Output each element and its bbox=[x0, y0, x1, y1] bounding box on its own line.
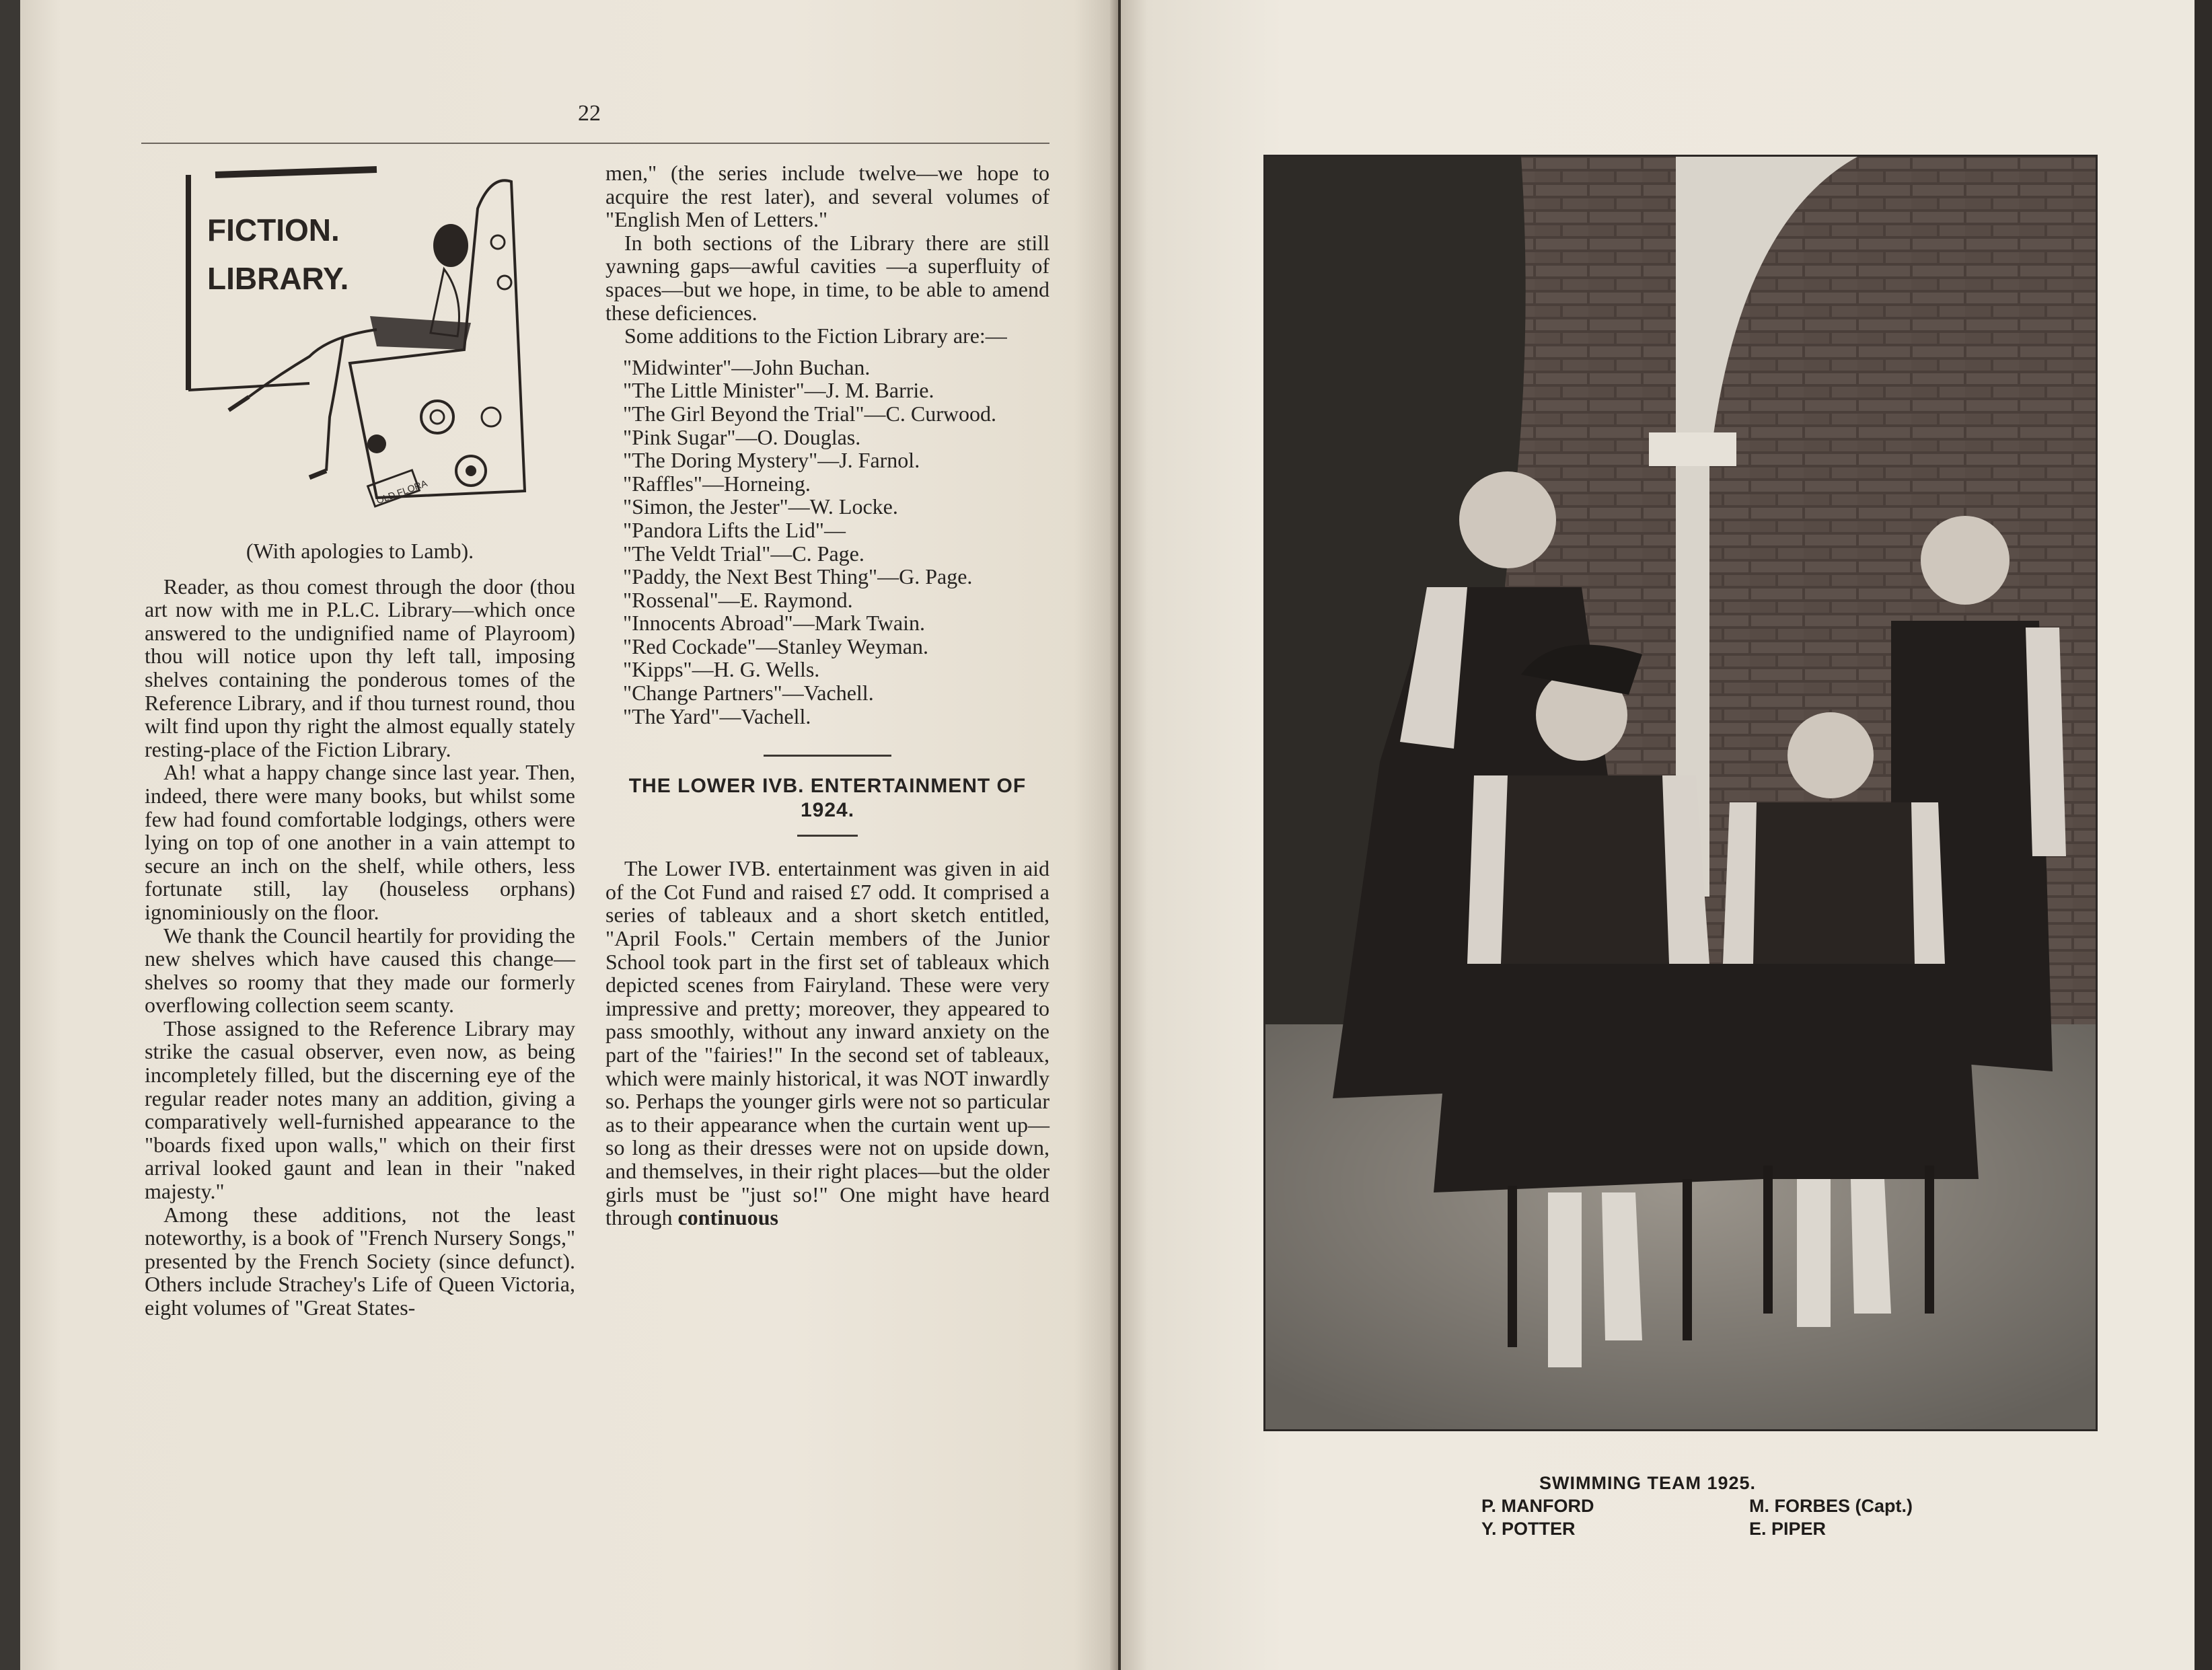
swimmer-name: Y. POTTER bbox=[1481, 1519, 1576, 1539]
paragraph: Ah! what a happy change since last year. Then, indeed, there were many books, but whilst some few had found comfortable lodgings, others were lying on top of one another in a vain attempt to secure an inch on the shelf, while others, less fortunate still, lay (houseless orphans) ignominiously on the floor. bbox=[145, 760, 575, 924]
book-list bbox=[605, 356, 1049, 728]
section-body-tail: continuous bbox=[677, 1205, 778, 1230]
paragraph: men," (the series include twelve—we hope to acquire the rest later), and several volumes of "English Men of Letters." bbox=[605, 161, 1049, 232]
paragraph: Those assigned to the Reference Library may strike the casual observer, even now, as being incompletely filled, but the discerning eye of the regular reader notes many an addition, giving a comparatively well-furnished appearance to the "boards fixed upon walls," which on their first arrival looked gaunt and lean in their "naked majesty." bbox=[145, 1016, 575, 1204]
section-body: The Lower IVB. entertainment was given in aid of the Cot Fund and raised £7 odd. It comprised a series of tableaux and a short sketch entitled, "April Fools." Certain members of the Junior School took part in the first set of tableaux which depicted scenes from Fairyland. These were very impressive and pretty; moreover, they appeared to pass smoothly, without any inward anxiety on the part of the "fairies!" In the second set of tableaux, which were mainly historical, it was NOT inwardly so. Perhaps the younger girls were not so particular as to their appearance when the curtain went up—so long as their dresses were not on upside down, and themselves, in their right places—but the older girls must be "just so!" One might have heard through bbox=[605, 856, 1049, 1230]
list-item: "Kipps"—H. G. Wells. bbox=[623, 657, 820, 682]
list-item: "Simon, the Jester"—W. Locke. bbox=[623, 494, 898, 519]
paragraph bbox=[605, 857, 1049, 1229]
page-number: 22 bbox=[578, 101, 601, 126]
list-item: "Change Partners"—Vachell. bbox=[623, 681, 874, 706]
list-item: "The Doring Mystery"—J. Farnol. bbox=[623, 448, 920, 473]
section-heading: THE LOWER IVB. ENTERTAINMENT OF 1924. bbox=[628, 775, 1027, 822]
right-column bbox=[605, 161, 1049, 1229]
paragraph: Some additions to the Fiction Library are:— bbox=[624, 324, 1007, 348]
list-item: "Raffles"—Horneing. bbox=[623, 471, 811, 496]
section-divider bbox=[764, 755, 891, 757]
illustration-caption: (With apologies to Lamb). bbox=[246, 539, 474, 563]
header-rule bbox=[141, 143, 1049, 144]
list-item: "Pink Sugar"—O. Douglas. bbox=[623, 424, 861, 449]
caption-row bbox=[1473, 1517, 1985, 1540]
list-item: "The Little Minister"—J. M. Barrie. bbox=[623, 378, 934, 403]
caption-title: SWIMMING TEAM 1925. bbox=[1539, 1473, 1757, 1493]
list-item: "Midwinter"—John Buchan. bbox=[623, 354, 871, 379]
list-item: "Paddy, the Next Best Thing"—G. Page. bbox=[623, 564, 973, 589]
fiction-library-illustration bbox=[175, 161, 552, 525]
left-column bbox=[145, 161, 575, 1320]
list-item: "The Yard"—Vachell. bbox=[623, 704, 811, 728]
paragraph: In both sections of the Library there are still yawning gaps—awful cavities —a superfluity of spaces—but we hope, in time, to be able to amend these deficiences. bbox=[605, 230, 1049, 325]
caption-row bbox=[1473, 1494, 1985, 1517]
list-item: "Innocents Abroad"—Mark Twain. bbox=[623, 611, 925, 636]
list-item: "Rossenal"—E. Raymond. bbox=[623, 587, 853, 612]
swimmer-name: E. PIPER bbox=[1749, 1519, 1827, 1539]
team-photograph bbox=[1263, 155, 2098, 1431]
illustration-heading-2: LIBRARY. bbox=[207, 261, 349, 296]
book-label: OLD FLORA bbox=[375, 478, 429, 506]
list-item: "The Girl Beyond the Trial"—C. Curwood. bbox=[623, 401, 996, 426]
swimmer-name: P. MANFORD bbox=[1481, 1496, 1594, 1516]
list-item: "The Veldt Trial"—C. Page. bbox=[623, 541, 864, 566]
photo-image bbox=[1265, 157, 2096, 1429]
photo-caption bbox=[1473, 1472, 1985, 1540]
swimmer-name: M. FORBES (Capt.) bbox=[1749, 1496, 1913, 1516]
heading-underline bbox=[797, 835, 858, 837]
paragraph: We thank the Council heartily for providing the new shelves which have caused this change—shelves so roomy that they made our formerly overflowing collection seem scanty. bbox=[145, 923, 575, 1018]
list-item: "Red Cockade"—Stanley Weyman. bbox=[623, 634, 928, 658]
illustration-heading-1: FICTION. bbox=[207, 213, 340, 248]
left-page bbox=[20, 0, 1118, 1670]
page-edge bbox=[2195, 0, 2212, 1670]
paragraph: Reader, as thou comest through the door (thou art now with me in P.L.C. Library—which once answered to the undignified name of Playroom) thou will notice upon thy left tall, imposing shelves containing the ponderous tomes of the Reference Library, and if thou turnest round, thou wilt find upon thy right the almost equally stately resting-place of the Fiction Library. bbox=[145, 574, 575, 761]
paragraph: Among these additions, not the least noteworthy, is a book of "French Nursery Songs," presented by the French Society (since defunct). Others include Strachey's Life of Queen Victoria, eight volumes of "Great States- bbox=[145, 1202, 575, 1320]
list-item: "Pandora Lifts the Lid"— bbox=[623, 517, 846, 542]
